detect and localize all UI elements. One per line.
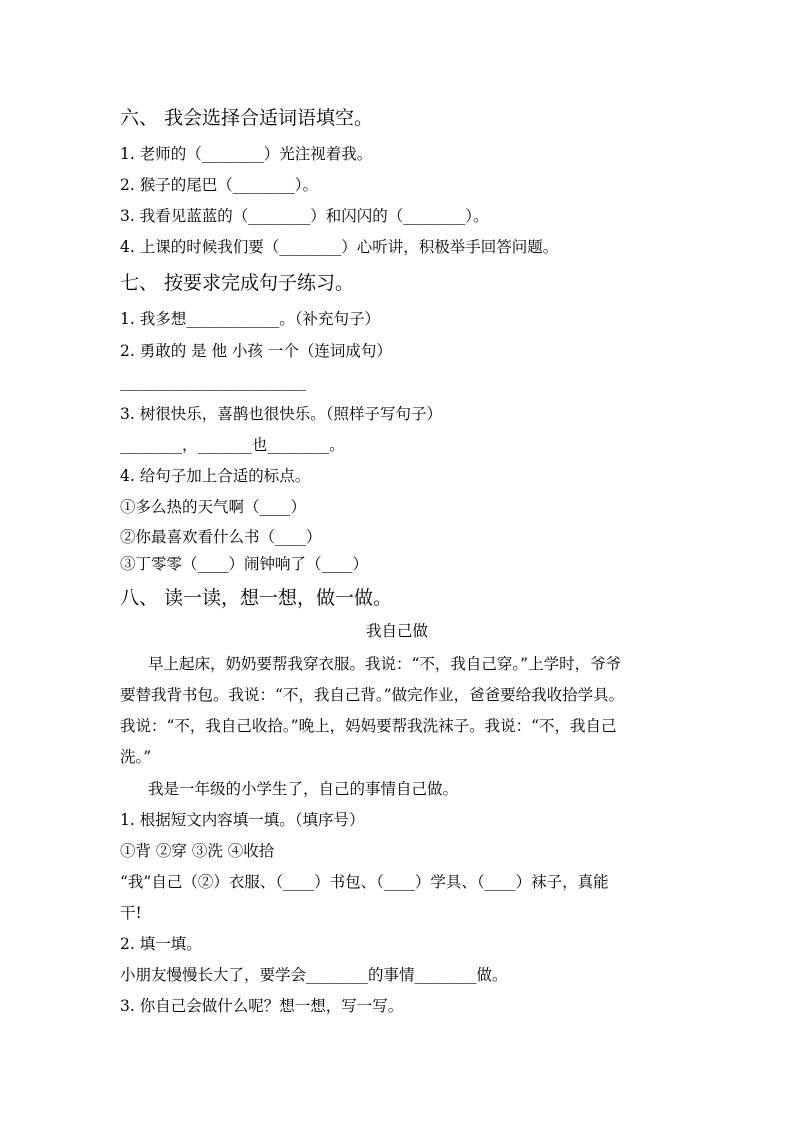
section-six-heading: 六、 我会选择合适词语填空。: [120, 107, 374, 129]
question-3: 3. 你自己会做什么呢？想一想，写一写。: [120, 997, 404, 1015]
question-1: 1. 根据短文内容填一填。（填序号）: [120, 811, 365, 829]
section-seven-item-2-answer-line: ________________________: [120, 373, 306, 391]
question-2: 2. 填一填。: [120, 935, 202, 953]
section-six-item-2: 2. 猴子的尾巴（________）。: [120, 176, 318, 194]
question-1-fill-line-1: “我”自己（②）衣服、（____）书包、（____）学具、（____）袜子，真能: [120, 873, 609, 891]
passage-paragraph-2: 我是一年级的小学生了，自己的事情自己做。: [148, 780, 459, 798]
section-seven-item-1: 1. 我多想____________。（补充句子）: [120, 310, 380, 328]
section-seven-item-2: 2. 勇敢的 是 他 小孩 一个（连词成句）: [120, 342, 392, 360]
passage-title: 我自己做: [365, 622, 428, 640]
punctuation-sentence-1: ①多么热的天气啊（____）: [120, 498, 307, 516]
section-seven-item-3: 3. 树很快乐，喜鹊也很快乐。（照样子写句子）: [120, 405, 442, 423]
section-seven-item-4: 4. 给句子加上合适的标点。: [120, 467, 311, 485]
punctuation-sentence-3: ③丁零零（____）闹钟响了（____）: [120, 555, 369, 573]
passage-line-4: 洗。”: [120, 748, 152, 766]
section-six-item-1: 1. 老师的（________）光注视着我。: [120, 145, 373, 163]
section-six-item-4: 4. 上课的时候我们要（________）心听讲，积极举手回答问题。: [120, 238, 559, 256]
punctuation-sentence-2: ②你最喜欢看什么书（____）: [120, 528, 322, 546]
question-1-options: ①背 ②穿 ③洗 ④收拾: [120, 842, 275, 860]
passage-line-3: 我说：“不，我自己收拾。”晚上，妈妈要帮我洗袜子。我说：“不，我自己: [120, 717, 617, 735]
question-1-fill-line-2: 干!: [120, 904, 142, 922]
section-seven-heading: 七、 按要求完成句子练习。: [120, 272, 355, 294]
question-2-fill-line: 小朋友慢慢长大了，要学会________的事情________做。: [120, 966, 508, 984]
section-eight-heading: 八、 读一读，想一想，做一做。: [120, 587, 393, 609]
section-six-item-3: 3. 我看见蓝蓝的（________）和闪闪的（________）。: [120, 207, 489, 225]
passage-line-2: 要替我背书包。我说：“不，我自己背。”做完作业，爸爸要给我收拾学具。: [120, 686, 625, 704]
section-seven-item-3-answer: ________，_______也________。: [120, 436, 345, 454]
passage-line-1: 早上起床，奶奶要帮我穿衣服。我说：“不，我自己穿。”上学时，爷爷: [148, 655, 622, 673]
